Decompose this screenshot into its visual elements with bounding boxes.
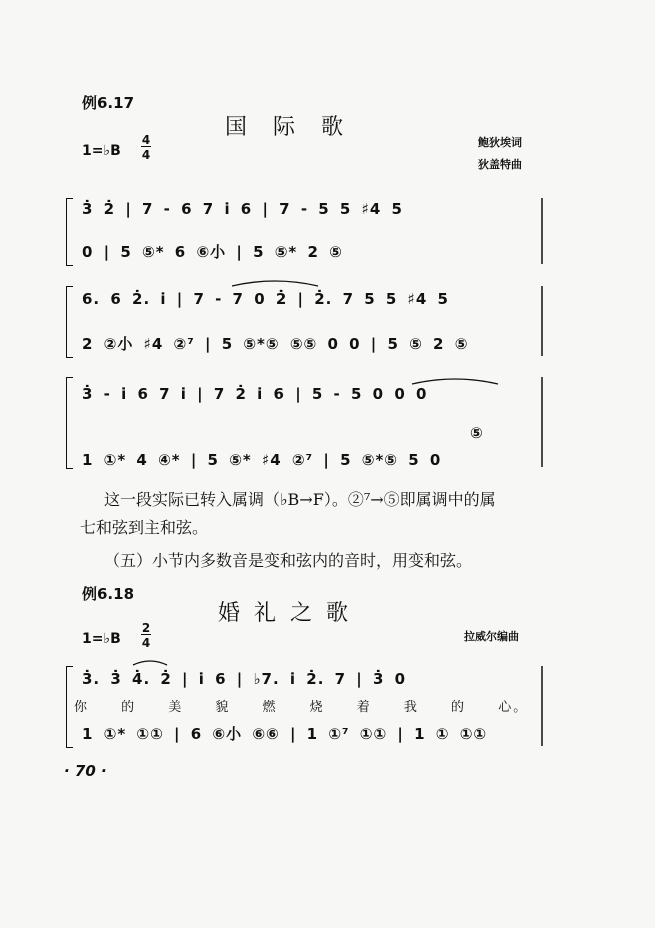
song-title: 婚礼之歌 (218, 601, 363, 626)
page-number: · 70 · (64, 762, 107, 780)
system-brace (66, 286, 73, 358)
lyrics-line: 你 的 美 貌 燃 烧 着 我 的 心。 (74, 700, 529, 715)
melody-line: 6. 6 2̇. i̇ | 7 - 7 0 2̇ | 2̇. 7 5 5 ♯4 5 (82, 290, 449, 308)
paragraph-line: 七和弦到主和弦。 (80, 518, 209, 537)
example-label: 例6.18 (82, 585, 135, 603)
time-signature-denominator: 4 (141, 636, 151, 650)
song-title: 国际歌 (225, 115, 370, 140)
system-brace (66, 377, 73, 469)
example-label: 例6.17 (82, 94, 135, 112)
chord-line: 0 | 5 ⑤* 6 ⑥小 | 5 ⑤* 2 ⑤ (82, 243, 343, 261)
melody-line: 3̇ - i̇ 6 7 i̇ | 7 2̇ i̇ 6 | 5 - 5 0 0 0 (82, 385, 428, 403)
composer-credit: 狄盖特曲 (478, 158, 522, 171)
time-signature-denominator: 4 (141, 148, 151, 162)
chord-line: 1 ①* ①① | 6 ⑥小 ⑥⑥ | 1 ①⁷ ①① | 1 ① ①① (82, 725, 488, 743)
chord-annotation: ⑤ (470, 424, 483, 442)
key-signature: 1=♭B (82, 631, 121, 647)
time-signature-numerator: 2 (141, 621, 151, 635)
chord-line: 1 ①* 4 ④* | 5 ⑤* ♯4 ②⁷ | 5 ⑤*⑤ 5 0 (82, 451, 442, 469)
lyricist-credit: 鲍狄埃词 (478, 136, 522, 149)
time-signature-numerator: 4 (141, 133, 151, 147)
chord-line: 2 ②小 ♯4 ②⁷ | 5 ⑤*⑤ ⑤⑤ 0 0 | 5 ⑤ 2 ⑤ (82, 335, 469, 353)
system-brace (66, 198, 73, 266)
paragraph-line: 这一段实际已转入属调（♭B→F）。②⁷→⑤即属调中的属 (104, 490, 496, 509)
melody-line: 3̇. 3̇ 4̇. 2̇ | i̇ 6 | ♭7. i̇ 2̇. 7 | 3̇ 0 (82, 670, 407, 688)
melody-line: 3̇ 2̇ | 7 - 6 7 i̇ 6 | 7 - 5 5 ♯4 5 (82, 200, 403, 218)
key-signature: 1=♭B (82, 143, 121, 159)
system-brace (66, 666, 73, 748)
arranger-credit: 拉威尔编曲 (464, 630, 519, 643)
paragraph-heading: （五）小节内多数音是变和弦内的音时，用变和弦。 (104, 551, 473, 570)
